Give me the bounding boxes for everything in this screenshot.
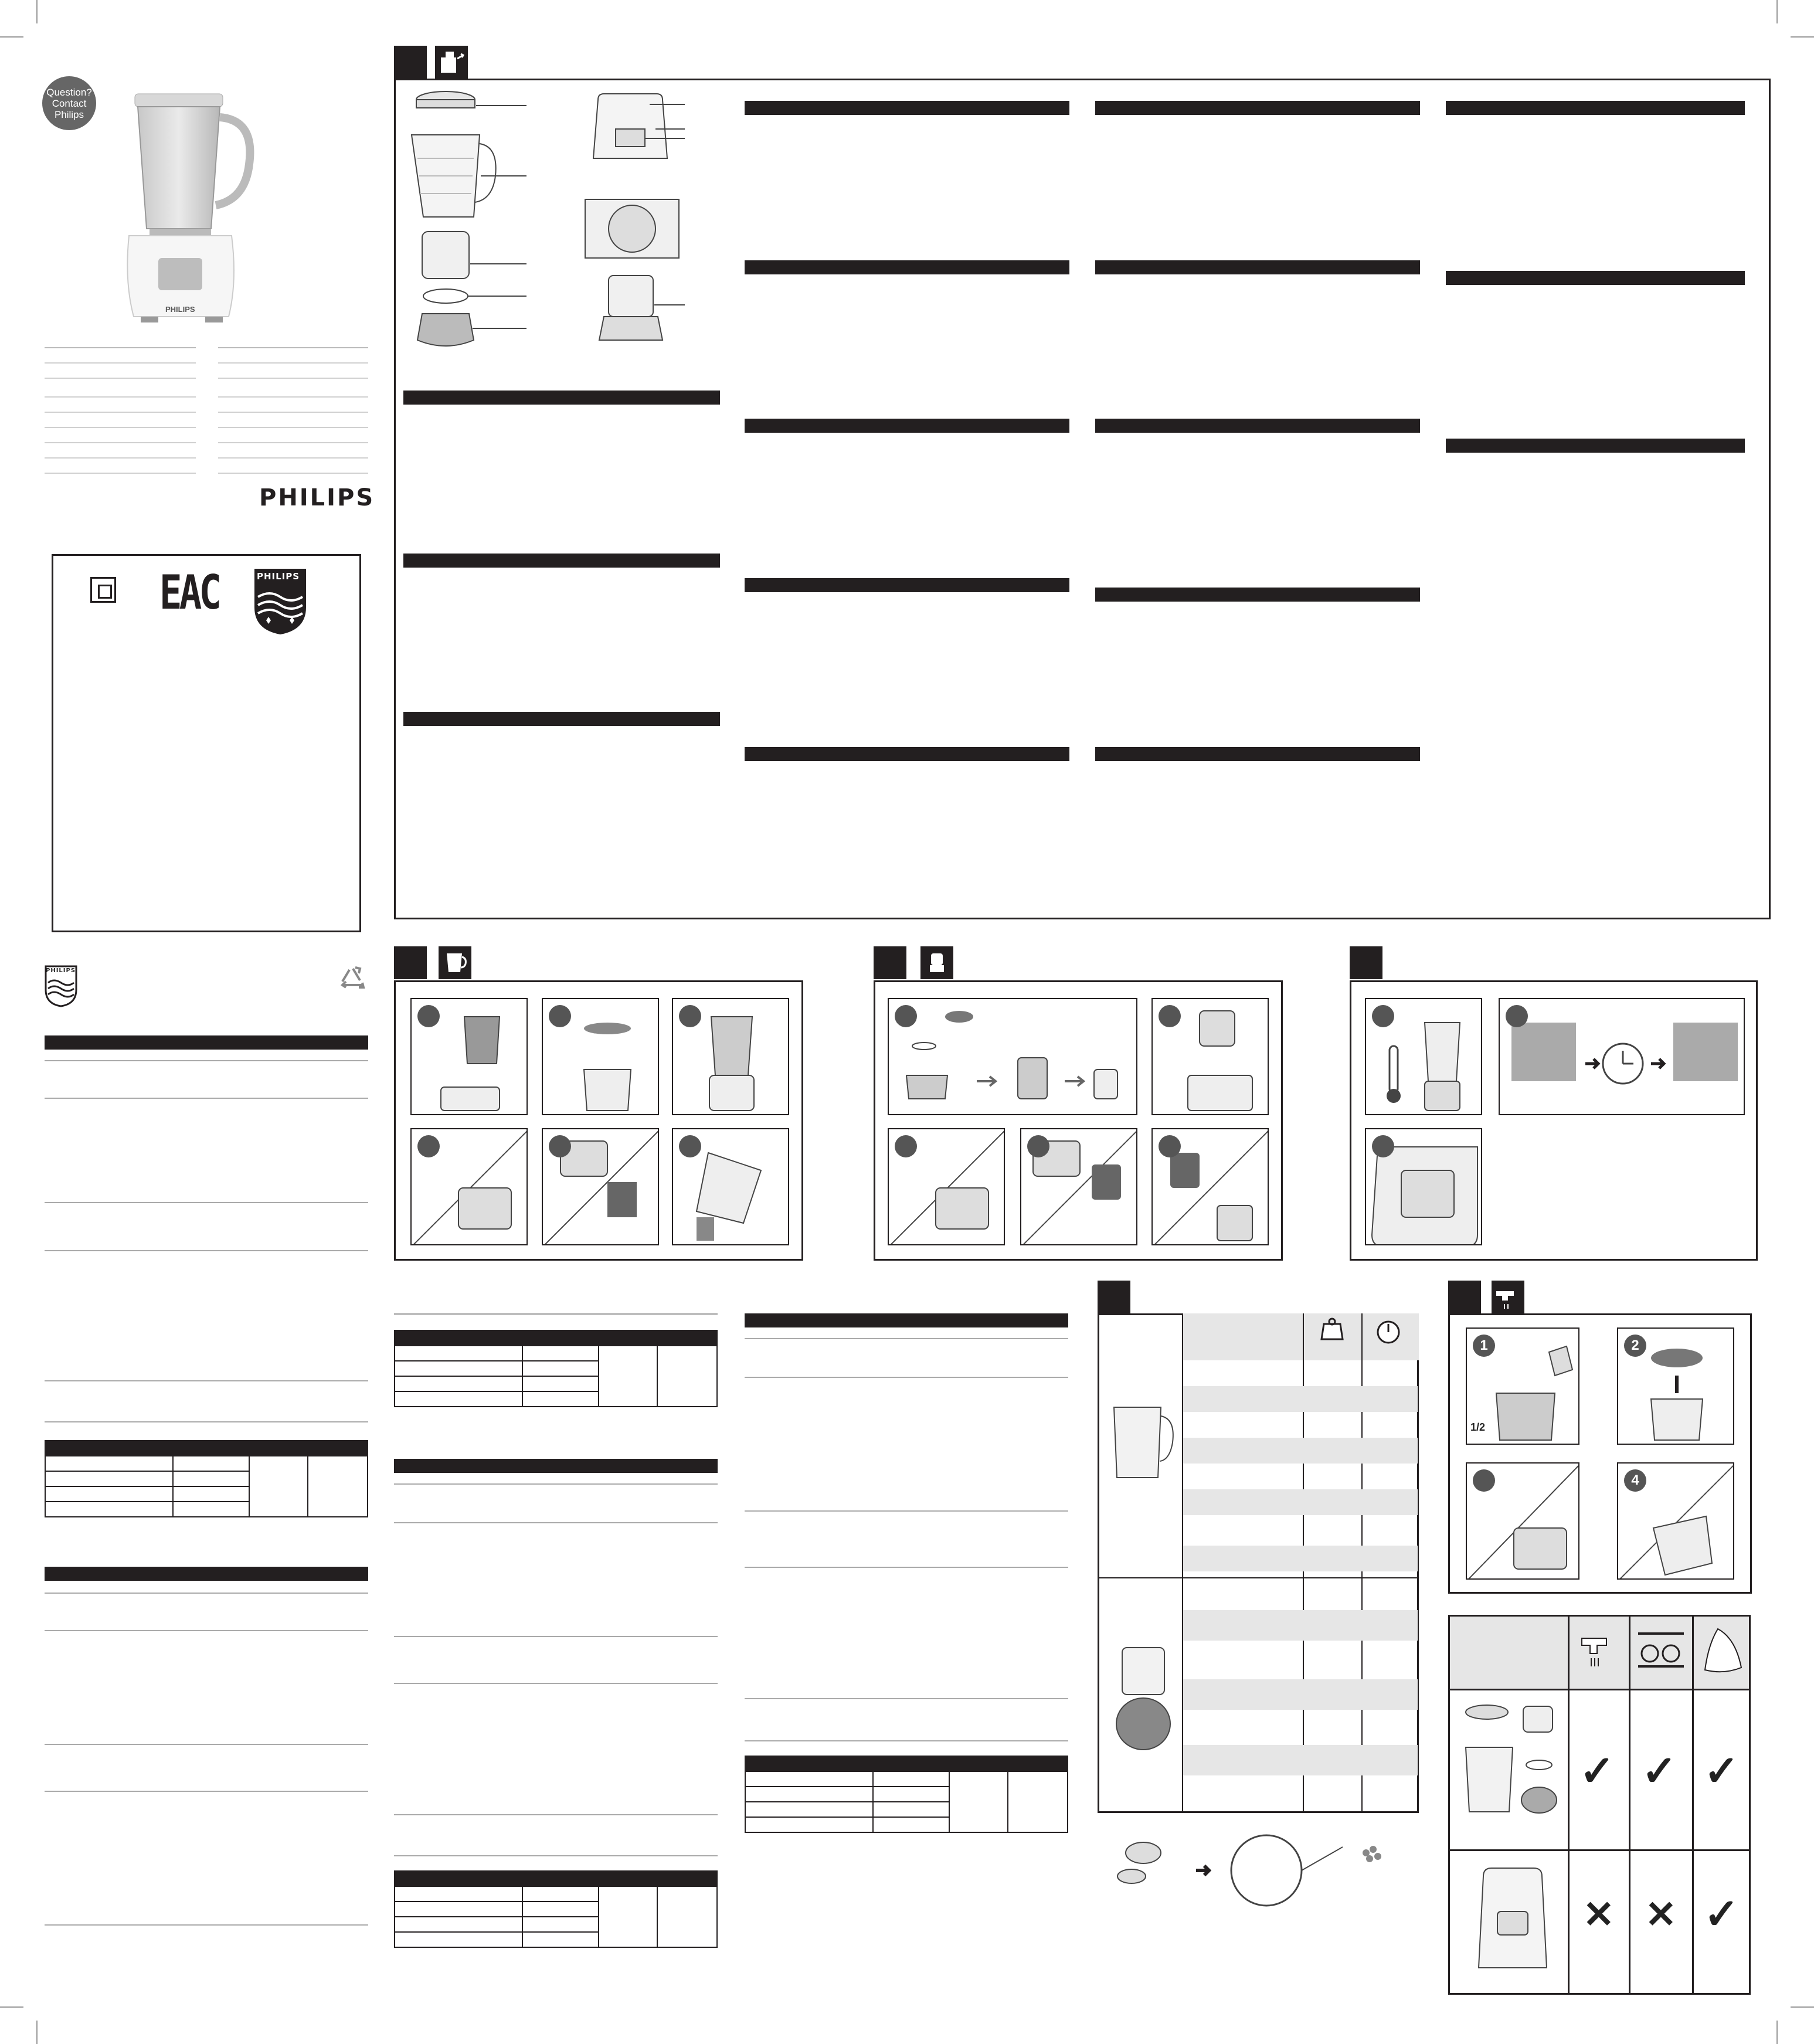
cover-line — [45, 473, 196, 474]
cover-line — [218, 412, 368, 413]
text-rule — [745, 1377, 1068, 1378]
spec-table-mid-2 — [394, 1870, 718, 1948]
product-label: PHILIPS — [165, 305, 195, 314]
step-panel — [1151, 998, 1269, 1115]
cover-line — [218, 473, 368, 474]
section-heading-bar — [745, 101, 1069, 115]
section-heading-bar — [1446, 271, 1745, 285]
crop-mark — [1776, 2021, 1778, 2044]
text-rule — [394, 1522, 718, 1523]
philips-logo: PHILIPS — [259, 484, 375, 511]
text-rule — [45, 1421, 368, 1422]
care-mark-cloth-jar: ✓ — [1704, 1748, 1740, 1795]
section-heading-bar — [745, 419, 1069, 433]
cover-line — [218, 427, 368, 428]
care-vline — [1629, 1615, 1630, 1995]
text-rule — [45, 1593, 368, 1594]
step-number — [679, 1135, 701, 1157]
text-rule — [394, 1814, 718, 1815]
care-mark-dishwasher-motor: ✕ — [1645, 1893, 1677, 1936]
cover-line — [45, 347, 196, 348]
cover-line — [218, 396, 368, 398]
crop-mark — [1791, 2006, 1814, 2008]
step-panel — [672, 1128, 789, 1245]
text-rule — [745, 1740, 1068, 1741]
step-number — [895, 1005, 917, 1027]
step-panel — [410, 998, 528, 1115]
section-heading-bar — [1095, 101, 1420, 115]
mill-illustration — [1114, 1642, 1173, 1771]
crop-mark — [1791, 36, 1814, 38]
text-rule — [45, 1060, 368, 1061]
step-number — [679, 1005, 701, 1027]
step-number — [1372, 1135, 1394, 1157]
section-heading-bar — [45, 1035, 368, 1050]
cover-line — [45, 457, 196, 459]
table-row — [1183, 1489, 1418, 1515]
cover-line — [218, 347, 368, 348]
step-panel — [888, 998, 1137, 1115]
section-number-square — [1350, 946, 1382, 979]
section-heading-bar — [745, 1313, 1068, 1327]
crop-mark — [36, 0, 38, 23]
care-vline — [1692, 1615, 1694, 1995]
unpack-icon — [435, 46, 468, 79]
text-rule — [745, 1567, 1068, 1568]
section-heading-bar — [1446, 439, 1745, 453]
section-heading-bar — [403, 554, 720, 568]
text-rule — [394, 1636, 718, 1637]
step-number: 2 — [1624, 1335, 1646, 1357]
text-rule — [745, 1698, 1068, 1699]
section-heading-bar — [1095, 588, 1420, 602]
step-number — [1027, 1135, 1049, 1157]
text-rule — [394, 1313, 718, 1315]
tap-icon — [1492, 1281, 1524, 1313]
step-panel — [1499, 998, 1745, 1115]
cover-line — [45, 427, 196, 428]
text-rule — [394, 1683, 718, 1684]
crop-mark — [36, 2021, 38, 2044]
spec-table-mid-1 — [394, 1330, 718, 1407]
clean-step-1 — [1466, 1327, 1579, 1445]
cover-line — [45, 412, 196, 413]
section-heading-bar — [745, 578, 1069, 592]
step-number — [1506, 1005, 1528, 1027]
step-number — [1473, 1469, 1495, 1492]
section-heading-bar — [1095, 260, 1420, 274]
section-heading-bar — [745, 260, 1069, 274]
step-number — [1159, 1135, 1181, 1157]
text-rule — [45, 1630, 368, 1631]
timer-icon — [1375, 1319, 1401, 1345]
cover-line — [45, 396, 196, 398]
dishwasher-icon — [1637, 1630, 1685, 1671]
clean-step-2 — [1617, 1327, 1734, 1445]
text-rule — [45, 1744, 368, 1745]
table-row — [1183, 1679, 1418, 1710]
eac-mark: EAC — [159, 565, 219, 620]
step-number: 4 — [1624, 1469, 1646, 1492]
text-rule — [45, 1098, 368, 1099]
jar-accessories-illustration — [1454, 1700, 1563, 1839]
spec-table-left — [45, 1440, 368, 1517]
cover-line — [218, 378, 368, 379]
step-number — [895, 1135, 917, 1157]
section-number-square — [1098, 1281, 1130, 1313]
care-mark-dishwasher-jar: ✓ — [1642, 1748, 1677, 1795]
step-panel — [542, 1128, 659, 1245]
section-number-square — [394, 946, 427, 979]
step-number — [417, 1135, 440, 1157]
step-number: 1 — [1473, 1335, 1495, 1357]
food-prep-illustration — [1108, 1824, 1413, 1911]
half-fill-mark: 1/2 — [1470, 1421, 1486, 1433]
section-heading-bar — [403, 391, 720, 405]
crop-mark — [0, 36, 23, 38]
cover-line — [45, 378, 196, 379]
section-heading-bar — [394, 1459, 718, 1473]
step-number — [549, 1135, 571, 1157]
double-square-icon — [90, 577, 116, 603]
table-row — [1183, 1745, 1418, 1775]
recycle-icon — [338, 965, 368, 996]
care-mark-cloth-motor: ✓ — [1704, 1891, 1740, 1938]
table-hline — [1098, 1577, 1419, 1578]
section-number-square — [874, 946, 906, 979]
cover-line — [45, 362, 196, 364]
cloth-icon — [1700, 1627, 1745, 1676]
step-panel — [410, 1128, 528, 1245]
mill-icon — [920, 946, 953, 979]
shield-small-text: PHILIPS — [46, 967, 76, 974]
text-rule — [45, 1924, 368, 1926]
text-rule — [45, 1250, 368, 1251]
badge-line-3: Philips — [54, 108, 84, 120]
care-mark-tap-motor: ✕ — [1583, 1893, 1615, 1936]
spec-table-mid-3 — [745, 1756, 1068, 1833]
step-panel — [888, 1128, 1005, 1245]
care-hline — [1448, 1689, 1751, 1690]
parts-diagram-jar — [405, 88, 534, 352]
text-rule — [45, 1380, 368, 1381]
step-panel — [1365, 1128, 1482, 1245]
text-rule — [45, 1202, 368, 1203]
step-number — [1159, 1005, 1181, 1027]
care-mark-tap-jar: ✓ — [1579, 1748, 1615, 1795]
table-row — [1183, 1546, 1418, 1571]
section-heading-bar — [1446, 101, 1745, 115]
question-badge[interactable] — [42, 76, 96, 130]
product-image-blender — [117, 88, 264, 328]
section-heading-bar — [45, 1567, 368, 1581]
step-number — [1372, 1005, 1394, 1027]
cover-line — [218, 442, 368, 443]
step-number — [417, 1005, 440, 1027]
table-row — [1183, 1438, 1418, 1464]
table-row — [1183, 1386, 1418, 1412]
clean-step-3 — [1466, 1462, 1579, 1580]
step-number — [549, 1005, 571, 1027]
text-rule — [745, 1510, 1068, 1512]
shield-text: PHILIPS — [257, 571, 300, 582]
tap-rinse-icon — [1579, 1630, 1618, 1671]
crop-mark — [1776, 0, 1778, 23]
parts-diagram-motor — [580, 88, 698, 346]
care-hline — [1448, 1849, 1751, 1851]
cover-line — [45, 442, 196, 443]
step-panel — [672, 998, 789, 1115]
text-rule — [394, 1483, 718, 1485]
blender-jar-icon — [439, 946, 471, 979]
section-number-square — [394, 46, 427, 79]
clean-step-4 — [1617, 1462, 1734, 1580]
text-rule — [45, 1791, 368, 1792]
section-number-square — [1448, 1281, 1481, 1313]
motor-unit-illustration — [1472, 1865, 1554, 1976]
care-vline — [1568, 1615, 1570, 1995]
step-panel — [1020, 1128, 1137, 1245]
weight-icon — [1319, 1316, 1345, 1342]
table-row — [1183, 1610, 1418, 1641]
step-panel — [1151, 1128, 1269, 1245]
badge-line-2: Contact — [52, 97, 87, 109]
step-panel — [542, 998, 659, 1115]
section-heading-bar — [403, 712, 720, 726]
section-heading-bar — [1095, 747, 1420, 761]
jar-illustration — [1102, 1396, 1178, 1489]
section-heading-bar — [745, 747, 1069, 761]
crop-mark — [0, 2006, 23, 2008]
section-heading-bar — [1095, 419, 1420, 433]
step-panel — [1365, 998, 1482, 1115]
cover-line — [218, 457, 368, 459]
text-rule — [394, 1855, 718, 1856]
cover-line — [218, 362, 368, 364]
text-rule — [745, 1338, 1068, 1339]
badge-line-1: Question? — [46, 86, 92, 98]
